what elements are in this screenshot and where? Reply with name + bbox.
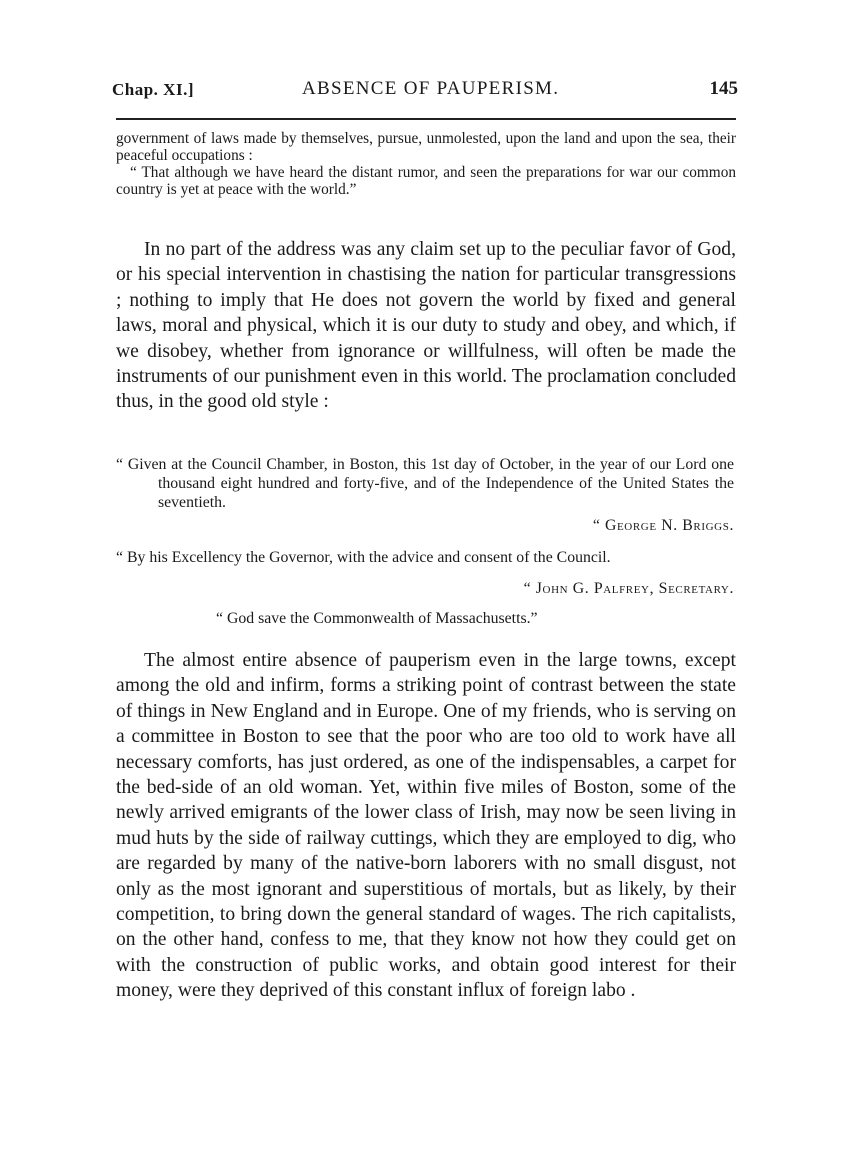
body-paragraph-2: The almost entire absence of pauperism even in the large towns, except among the old and infirm, forms a striking point of contrast between the state of things in New England and in Europe. One of my friends, who is serving on a committee in Boston to see that the poor who are too old to work have all necessary comforts, has just ordered, as one of the indispensables, a carpet for the bed-side of an old woman. Yet, within five miles of Boston, some of the newly arrived emigrants of the lower class of Irish, may now be seen living in mud huts by the side of railway cuttings, which they are employed to dig, who are regarded by many of the native-born laborers with no small disgust, not only as the most ignorant and superstitious of mortals, but as likely, by their competition, to bring down the general standard of wages. The rich capitalists, on the other hand, confess to me, that they know not how they could get on with the construction of public works, and obtain good interest for their money, were they deprived of this constant influx of foreign labo .	[116, 650, 736, 1002]
signature-secretary: “ John G. Palfrey, Secretary.	[523, 580, 734, 597]
quoted-passage	[116, 130, 736, 198]
chapter-label: Chap. XI.]	[112, 80, 194, 99]
running-header	[112, 78, 738, 104]
proclamation-closing: “ God save the Commonwealth of Massachusetts.”	[216, 610, 538, 627]
proclamation-by: “ By his Excellency the Governor, with the advice and consent of the Council.	[116, 549, 611, 566]
page-number: 145	[709, 78, 738, 99]
proclamation-given: “ Given at the Council Chamber, in Boston, this 1st day of October, in the year of our Lord one thousand eight hundred and forty-five, and of the Independence of the United States the seventieth.	[116, 456, 734, 511]
page-title: ABSENCE OF PAUPERISM.	[302, 78, 560, 99]
quoted-passage-line-1: government of laws made by themselves, pursue, unmolested, upon the land and upon the sea, their peaceful occupations :	[116, 130, 736, 164]
quoted-passage-line-2: “ That although we have heard the distant rumor, and seen the preparations for war our common country is yet at peace with the world.”	[116, 164, 736, 198]
signature-governor: “ George N. Briggs.	[592, 517, 734, 534]
header-rule	[116, 118, 736, 120]
body-paragraph-1: In no part of the address was any claim set up to the peculiar favor of God, or his special intervention in chastising the nation for particular transgressions ; nothing to imply that He does not govern the world by fixed and general laws, moral and physical, which it is our duty to study and obey, and which, if we disobey, whether from ignorance or willfulness, will often be made the instruments of our punishment even in this world. The proclamation concluded thus, in the good old style :	[116, 239, 736, 413]
